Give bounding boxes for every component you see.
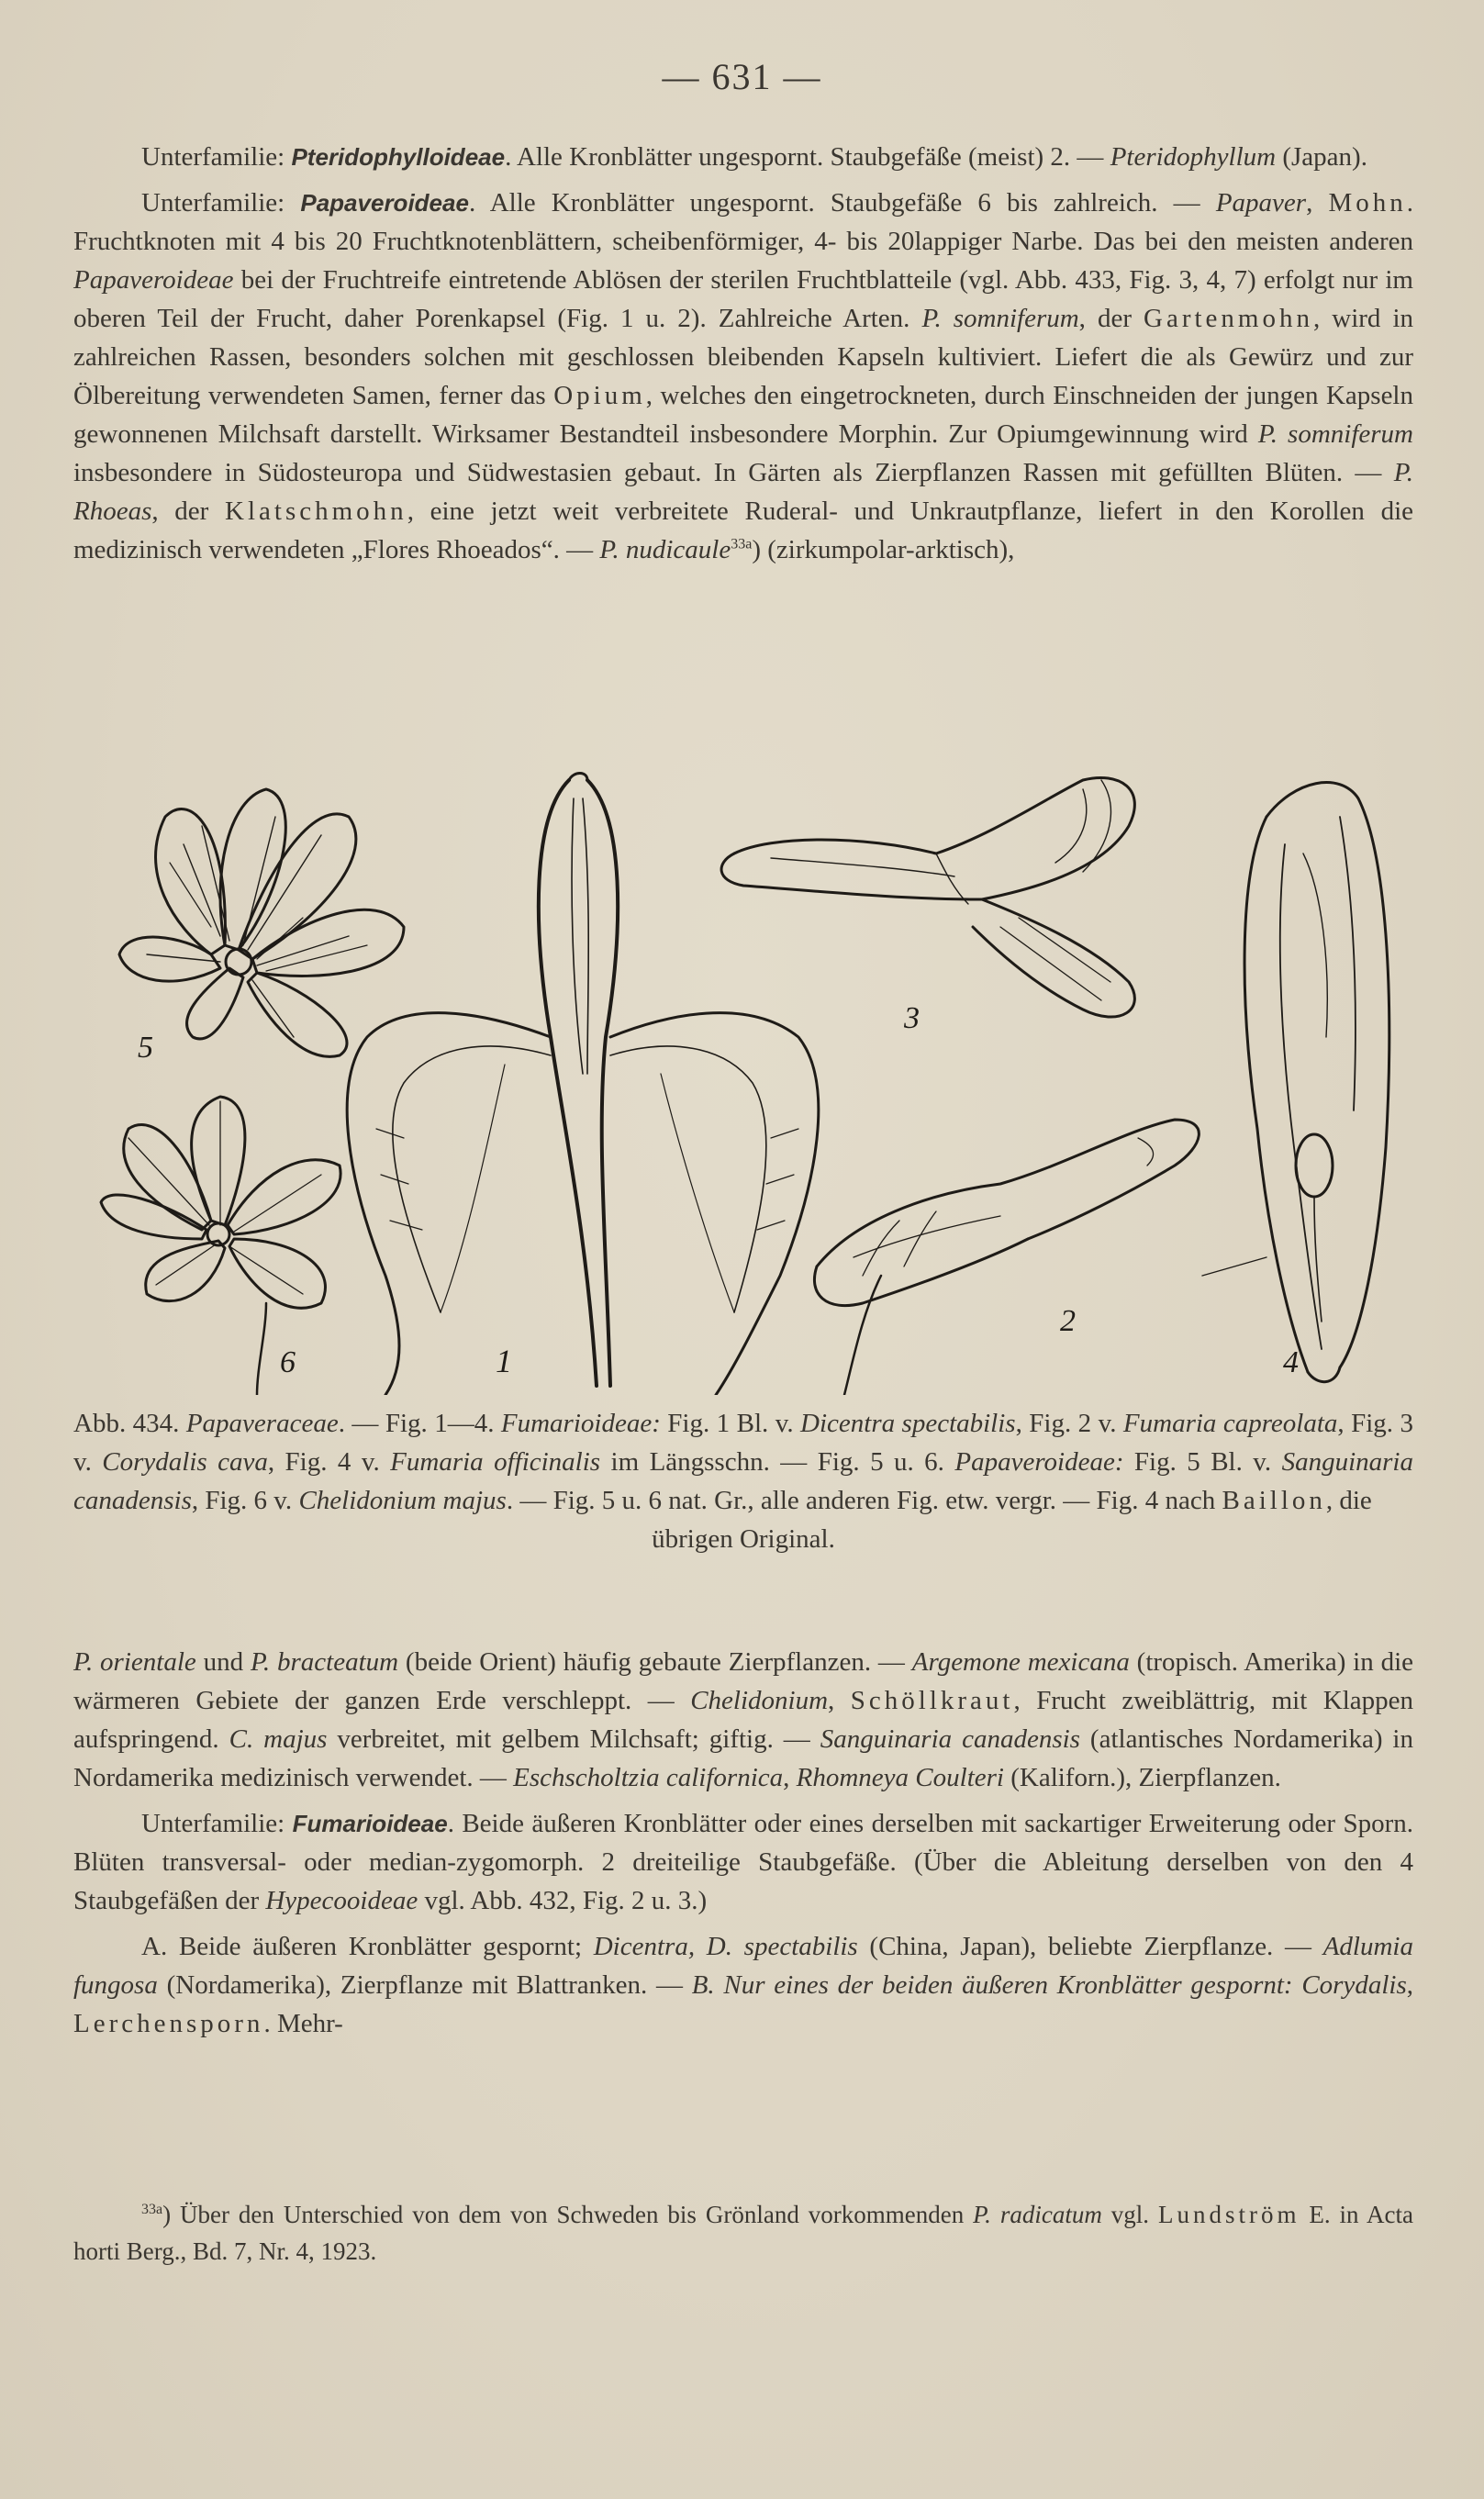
common-name: Mohn <box>1328 188 1407 218</box>
subfamily-name: Papaveroideae <box>300 189 469 217</box>
species-name: P. orientale <box>73 1647 196 1677</box>
species-name: Rhomneya Coulteri <box>796 1763 1004 1792</box>
text-span: (tropisch. Amerika) in die wärmeren Gebiete der ganzen Erde verschleppt. — <box>73 1647 1413 1715</box>
text-span: (beide Orient) häufig gebaute Zierpflanzen. — <box>398 1647 912 1677</box>
fig5-label: 5 <box>138 1031 153 1065</box>
text-span: Unterfamilie: <box>141 142 292 172</box>
caption-span: , die <box>1325 1486 1372 1515</box>
fig4-label: 4 <box>1283 1345 1299 1379</box>
caption-taxon: Fumarioideae: <box>500 1409 661 1438</box>
text-span: . Alle Kronblätter ungespornt. Staubgefäße 6 bis zahlreich. — <box>468 188 1216 218</box>
genus-name: Papaver <box>1215 188 1307 218</box>
text-span: , der <box>151 496 226 526</box>
text-span: , wird in zahlreichen Rassen, besonders solchen mit geschlossen bleibenden Kapseln kultiviert. Liefert die als Gewürz und zur Ölbereitung verwendeten Samen, ferner das <box>73 304 1414 410</box>
caption-span: Fig. 1 Bl. v. <box>660 1409 801 1438</box>
text-span: , eine jetzt weit verbreitete Ruderal- und Unkrautpflanze, liefert in den Korollen die medizinisch verwendeten „Flores Rhoeados“. — <box>73 496 1414 564</box>
text-span: , Frucht zweiblättrig, mit Klappen aufspringend. <box>73 1686 1413 1754</box>
fig3-label: 3 <box>904 1001 920 1035</box>
paragraph-dicentra-corydalis <box>73 1927 1413 2043</box>
caption-taxon: Papaveroideae: <box>954 1447 1124 1477</box>
text-span: . Alle Kronblätter ungespornt. Staubgefäße (meist) 2. — <box>505 142 1110 172</box>
caption-span: . — Fig. 5 u. 6 nat. Gr., alle anderen Fig. etw. vergr. — Fig. 4 nach <box>506 1486 1222 1515</box>
text-span: (atlantisches Nordamerika) in Nordamerika medizinisch verwendet. — <box>73 1724 1413 1792</box>
text-span: , <box>1306 188 1329 218</box>
caption-last-line: übrigen Original. <box>652 1524 835 1554</box>
fig6-label: 6 <box>280 1345 296 1379</box>
text-span: insbesondere in Südosteuropa und Südwestasien gebaut. In Gärten als Zierpflanzen Rassen mit gefüllten Blüten. — <box>73 458 1394 487</box>
text-span: (Nordamerika), Zierpflanze mit Blattranken. — <box>157 1970 692 2000</box>
paragraph-fumarioideae <box>73 1804 1413 1920</box>
text-span: , <box>1406 1970 1413 2000</box>
figure-caption <box>73 1404 1413 1558</box>
caption-span: . — Fig. 1—4. <box>338 1409 501 1438</box>
caption-span: , Fig. 3 v. <box>73 1409 1413 1477</box>
taxon-name: Papaveroideae <box>73 265 234 295</box>
species-name: Dicentra, D. spectabilis <box>593 1932 858 1961</box>
species-name: C. majus <box>229 1724 328 1754</box>
caption-author: Baillon <box>1222 1486 1326 1515</box>
text-span: (Kaliforn.), Zierpflanzen. <box>1003 1763 1281 1792</box>
botanical-figure <box>73 762 1413 1395</box>
taxon-name: Hypecooideae <box>265 1886 418 1915</box>
species-name: P. nudicaule <box>599 535 731 564</box>
text-span: ) (zirkumpolar-arktisch), <box>752 535 1015 564</box>
fig3-corydalis-flower <box>721 777 1134 1017</box>
caption-taxon: Dicentra spectabilis <box>800 1409 1016 1438</box>
text-span: . Mehr- <box>263 2009 343 2038</box>
text-span: , <box>783 1763 797 1792</box>
species-name: P. somniferum <box>1257 419 1414 449</box>
text-span: . Fruchtknoten mit 4 bis 20 Fruchtknotenblättern, scheibenförmiger, 4- bis 20lappiger Narbe. Das bei den meisten anderen <box>73 188 1414 256</box>
caption-span: Abb. 434. <box>73 1409 186 1438</box>
text-span: vgl. Abb. 432, Fig. 2 u. 3.) <box>418 1886 708 1915</box>
species-name: Adlumia fungosa <box>73 1932 1413 2000</box>
paragraph-papaveroideae <box>73 184 1413 569</box>
caption-taxon: Fumaria capreolata <box>1122 1409 1338 1438</box>
footnote-marker: 33a <box>731 536 753 552</box>
fig2-label: 2 <box>1060 1304 1076 1338</box>
paragraph-continuation <box>73 1643 1413 1797</box>
subfamily-name: Fumarioideae <box>292 1810 448 1837</box>
genus-name: Pteridophyllum <box>1110 142 1277 172</box>
paragraph-pteridophylloideae <box>73 138 1413 176</box>
fig5-sanguinaria-flower <box>119 789 404 1056</box>
caption-taxon: Chelidonium majus <box>298 1486 507 1515</box>
top-text-block <box>73 138 1413 569</box>
text-span: A. Beide äußeren Kronblätter gespornt; <box>141 1932 594 1961</box>
caption-span: , Fig. 4 v. <box>267 1447 391 1477</box>
text-span: (China, Japan), beliebte Zierpflanze. — <box>857 1932 1323 1961</box>
text-span: , der <box>1078 304 1144 333</box>
figure-drawing <box>73 762 1413 1395</box>
caption-taxon: Sanguinaria canadensis <box>73 1447 1413 1515</box>
fig1-label: 1 <box>496 1343 512 1379</box>
text-span: E. in Acta horti Berg., Bd. 7, Nr. 4, 1923. <box>73 2201 1413 2265</box>
species-name: Sanguinaria canadensis <box>820 1724 1080 1754</box>
text-span: Unterfamilie: <box>141 188 301 218</box>
caption-taxon: Papaveraceae <box>185 1409 339 1438</box>
footnote-marker: 33a <box>141 2202 163 2217</box>
caption-span: Fig. 5 Bl. v. <box>1123 1447 1282 1477</box>
caption-span: , Fig. 6 v. <box>191 1486 299 1515</box>
common-name: Gartenmohn <box>1144 304 1313 333</box>
species-name: P. bracteatum <box>250 1647 399 1677</box>
fig6-chelidonium-flower <box>101 1097 340 1395</box>
fig2-fumaria-flower <box>814 1120 1199 1395</box>
text-span: vgl. <box>1101 2201 1158 2228</box>
text-span: B. Nur eines der beiden äußeren Kronblätter gespornt: <box>691 1970 1302 2000</box>
page-number: — 631 — <box>662 56 822 97</box>
text-span: bei der Fruchtreife eintretende Ablösen der sterilen Fruchtblatteile (vgl. Abb. 433, Fig. 3, 4, 7) erfolgt nur im oberen Teil der Frucht, daher Porenkapsel (Fig. 1 u. 2). Zahlreiche Arten. <box>73 265 1413 333</box>
species-name: P. somniferum <box>921 304 1079 333</box>
subfamily-name: Pteridophylloideae <box>291 143 506 171</box>
common-name: Opium <box>553 381 646 410</box>
fig1-dicentra-flower <box>347 774 819 1396</box>
genus-name: Chelidonium <box>690 1686 829 1715</box>
species-name: Eschscholtzia californica <box>513 1763 784 1792</box>
author-name: Lundström <box>1157 2201 1300 2228</box>
caption-body <box>73 1404 1413 1520</box>
text-span: , welches den eingetrockneten, durch Einschneiden der jungen Kapseln gewonnenen Milchsaft darstellt. Wirksamer Bestandteil insbesondere Morphin. Zur Opiumgewinnung wird <box>73 381 1413 449</box>
text-span: verbreitet, mit gelbem Milchsaft; giftig. — <box>327 1724 820 1754</box>
common-name: Schöllkraut <box>850 1686 1014 1715</box>
caption-taxon: Corydalis cava <box>102 1447 268 1477</box>
text-span: , <box>828 1686 851 1715</box>
species-name: P. Rhoeas <box>73 458 1413 526</box>
text-span: . Beide äußeren Kronblätter oder eines derselben mit sackartiger Erweiterung oder Sporn. Blüten transversal- oder median-zygomorph. 2 dreiteilige Staubgefäße. (Über die Ableitung derselben von den 4 Staubgefäßen der <box>73 1809 1413 1915</box>
species-name: P. radicatum <box>973 2201 1102 2228</box>
common-name: Lerchensporn <box>73 2009 264 2038</box>
fig4-longitudinal-section <box>1202 783 1389 1382</box>
text-span: und <box>195 1647 251 1677</box>
caption-span: im Längsschn. — Fig. 5 u. 6. <box>600 1447 955 1477</box>
genus-name: Corydalis <box>1301 1970 1407 2000</box>
footnote <box>73 2196 1413 2270</box>
lower-text-block <box>73 1643 1413 2043</box>
text-span: Unterfamilie: <box>141 1809 293 1838</box>
caption-taxon: Fumaria officinalis <box>390 1447 601 1477</box>
text-span: (Japan). <box>1276 142 1367 172</box>
common-name: Klatschmohn <box>225 496 407 526</box>
species-name: Argemone mexicana <box>911 1647 1130 1677</box>
caption-span: , Fig. 2 v. <box>1015 1409 1123 1438</box>
text-span: ) Über den Unterschied von dem von Schweden bis Grönland vorkommenden <box>162 2201 974 2228</box>
